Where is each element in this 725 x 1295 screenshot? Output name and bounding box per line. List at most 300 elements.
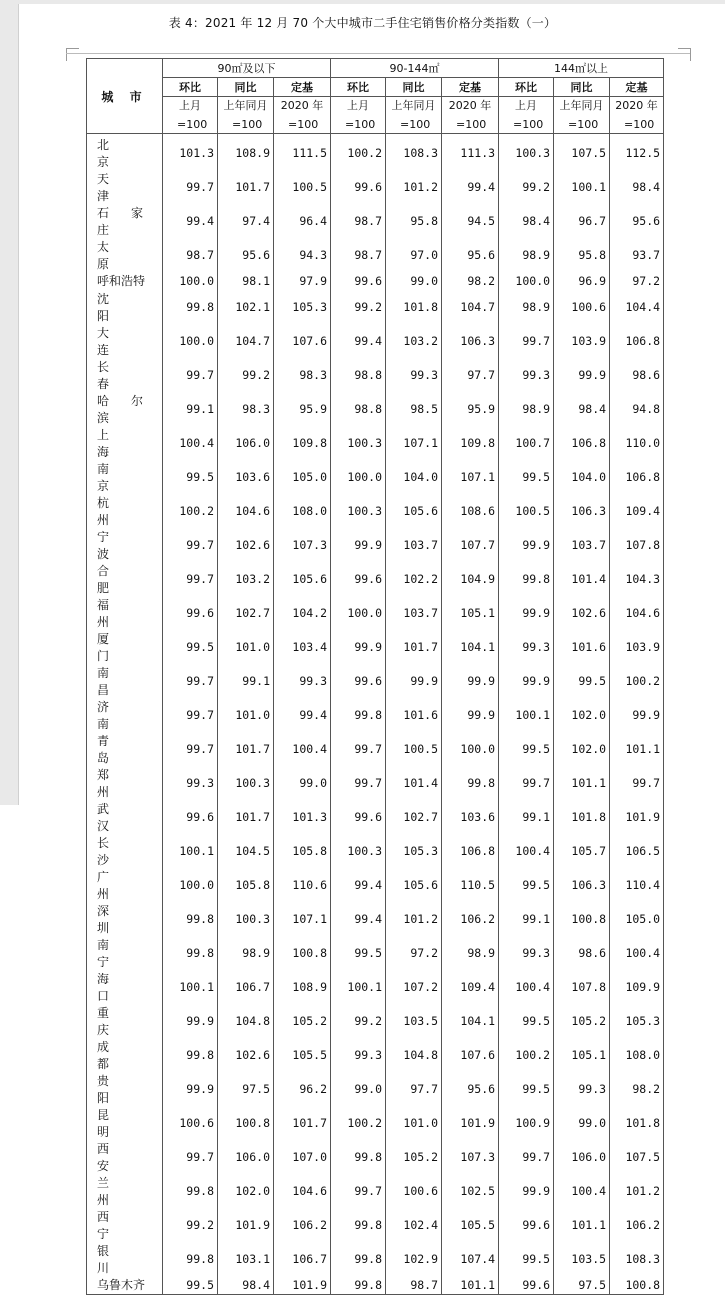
index-value-cell: 104.9 xyxy=(442,562,499,596)
index-value-cell: 100.2 xyxy=(331,1106,386,1140)
index-value-cell: 97.7 xyxy=(442,358,499,392)
index-value-cell: 109.9 xyxy=(610,970,664,1004)
city-cell xyxy=(87,1140,163,1174)
index-value-cell: 102.0 xyxy=(554,698,610,732)
index-value-cell: 107.1 xyxy=(442,460,499,494)
index-value-cell: 99.3 xyxy=(331,1038,386,1072)
index-value-cell: 99.7 xyxy=(163,170,218,204)
table-row xyxy=(87,1004,664,1038)
table-row xyxy=(87,324,664,358)
index-value-cell: 107.0 xyxy=(274,1140,331,1174)
table-row xyxy=(87,1038,664,1072)
index-value-cell: 104.6 xyxy=(274,1174,331,1208)
base-2020: 2020 年 xyxy=(610,97,664,116)
index-value-cell: 106.0 xyxy=(218,426,274,460)
index-value-cell: 106.2 xyxy=(274,1208,331,1242)
index-value-cell: 99.6 xyxy=(499,1208,554,1242)
table-row xyxy=(87,766,664,800)
city-name: 南昌 xyxy=(97,665,136,697)
city-cell xyxy=(87,698,163,732)
index-value-cell: 95.6 xyxy=(218,238,274,272)
index-value-cell: 105.8 xyxy=(274,834,331,868)
city-name: 贵阳 xyxy=(97,1073,136,1105)
index-value-cell: 106.8 xyxy=(610,460,664,494)
index-value-cell: 99.7 xyxy=(163,698,218,732)
group-header-medium: 90-144㎡ xyxy=(331,59,499,78)
index-value-cell: 99.9 xyxy=(554,358,610,392)
index-value-cell: 99.5 xyxy=(499,868,554,902)
index-value-cell: 101.7 xyxy=(218,800,274,834)
index-value-cell: 106.3 xyxy=(442,324,499,358)
subhead-yoy: 同比 xyxy=(218,78,274,97)
index-value-cell: 100.8 xyxy=(218,1106,274,1140)
index-value-cell: 100.6 xyxy=(163,1106,218,1140)
index-value-cell: 108.0 xyxy=(274,494,331,528)
index-value-cell: 100.0 xyxy=(499,272,554,290)
index-value-cell: 107.3 xyxy=(274,528,331,562)
index-value-cell: 97.2 xyxy=(610,272,664,290)
index-value-cell: 104.0 xyxy=(554,460,610,494)
index-value-cell: 100.2 xyxy=(331,134,386,171)
index-value-cell: 98.2 xyxy=(610,1072,664,1106)
city-cell xyxy=(87,494,163,528)
city-cell xyxy=(87,1072,163,1106)
index-value-cell: 105.5 xyxy=(442,1208,499,1242)
index-value-cell: 107.5 xyxy=(554,134,610,171)
index-value-cell: 110.6 xyxy=(274,868,331,902)
index-value-cell: 99.6 xyxy=(331,170,386,204)
index-value-cell: 98.4 xyxy=(554,392,610,426)
index-value-cell: 101.3 xyxy=(163,134,218,171)
index-value-cell: 105.2 xyxy=(554,1004,610,1038)
index-value-cell: 99.5 xyxy=(331,936,386,970)
index-value-cell: 99.3 xyxy=(386,358,442,392)
city-name: 南宁 xyxy=(97,937,136,969)
index-value-cell: 99.6 xyxy=(163,596,218,630)
base-2020: 2020 年 xyxy=(442,97,499,116)
index-value-cell: 100.4 xyxy=(499,970,554,1004)
index-value-cell: 100.0 xyxy=(163,868,218,902)
index-value-cell: 100.4 xyxy=(554,1174,610,1208)
index-value-cell: 104.8 xyxy=(386,1038,442,1072)
index-value-cell: 99.5 xyxy=(499,460,554,494)
index-value-cell: 99.6 xyxy=(499,1276,554,1294)
index-value-cell: 104.6 xyxy=(218,494,274,528)
base-unit: =100 xyxy=(442,115,499,134)
city-name: 青岛 xyxy=(97,733,136,765)
index-value-cell: 104.0 xyxy=(386,460,442,494)
index-value-cell: 99.8 xyxy=(331,1208,386,1242)
index-value-cell: 100.3 xyxy=(331,834,386,868)
city-name: 银川 xyxy=(97,1243,136,1275)
city-name: 石家庄 xyxy=(97,206,151,237)
index-value-cell: 100.1 xyxy=(163,834,218,868)
index-value-cell: 102.7 xyxy=(218,596,274,630)
index-value-cell: 101.7 xyxy=(218,170,274,204)
table-row xyxy=(87,664,664,698)
table-row xyxy=(87,392,664,426)
city-name: 广州 xyxy=(97,869,136,901)
index-value-cell: 99.4 xyxy=(163,204,218,238)
index-value-cell: 99.5 xyxy=(499,1072,554,1106)
table-row xyxy=(87,238,664,272)
index-value-cell: 95.9 xyxy=(442,392,499,426)
index-value-cell: 100.1 xyxy=(554,170,610,204)
index-value-cell: 100.3 xyxy=(331,494,386,528)
index-value-cell: 99.8 xyxy=(163,290,218,324)
index-value-cell: 100.2 xyxy=(499,1038,554,1072)
subhead-fixed: 定基 xyxy=(274,78,331,97)
index-value-cell: 100.4 xyxy=(610,936,664,970)
index-value-cell: 99.0 xyxy=(274,766,331,800)
city-cell xyxy=(87,1276,163,1294)
city-name: 长春 xyxy=(97,359,136,391)
index-value-cell: 94.8 xyxy=(610,392,664,426)
table-row xyxy=(87,698,664,732)
header-rule xyxy=(66,53,690,54)
index-value-cell: 98.4 xyxy=(499,204,554,238)
index-value-cell: 104.5 xyxy=(218,834,274,868)
index-value-cell: 107.1 xyxy=(386,426,442,460)
city-cell xyxy=(87,324,163,358)
index-value-cell: 104.3 xyxy=(610,562,664,596)
base-unit: =100 xyxy=(331,115,386,134)
index-value-cell: 108.0 xyxy=(610,1038,664,1072)
index-value-cell: 99.7 xyxy=(499,766,554,800)
index-value-cell: 105.3 xyxy=(274,290,331,324)
index-value-cell: 104.6 xyxy=(610,596,664,630)
index-value-cell: 100.0 xyxy=(442,732,499,766)
index-value-cell: 102.6 xyxy=(218,1038,274,1072)
table-row xyxy=(87,290,664,324)
index-value-cell: 101.1 xyxy=(554,1208,610,1242)
index-value-cell: 98.7 xyxy=(331,238,386,272)
index-value-cell: 100.8 xyxy=(274,936,331,970)
city-cell xyxy=(87,528,163,562)
index-value-cell: 104.4 xyxy=(610,290,664,324)
index-value-cell: 97.0 xyxy=(386,238,442,272)
index-value-cell: 96.7 xyxy=(554,204,610,238)
city-cell xyxy=(87,1038,163,1072)
city-cell xyxy=(87,970,163,1004)
index-value-cell: 107.8 xyxy=(554,970,610,1004)
index-value-cell: 109.4 xyxy=(610,494,664,528)
index-value-cell: 105.6 xyxy=(274,562,331,596)
index-value-cell: 100.5 xyxy=(499,494,554,528)
index-value-cell: 98.9 xyxy=(499,392,554,426)
table-row xyxy=(87,868,664,902)
table-row xyxy=(87,460,664,494)
index-value-cell: 102.6 xyxy=(218,528,274,562)
table-row xyxy=(87,970,664,1004)
index-value-cell: 103.9 xyxy=(554,324,610,358)
index-value-cell: 99.8 xyxy=(163,936,218,970)
city-name: 西安 xyxy=(97,1141,136,1173)
base-prev-year: 上年同月 xyxy=(554,97,610,116)
index-value-cell: 106.8 xyxy=(554,426,610,460)
index-value-cell: 99.6 xyxy=(163,800,218,834)
base-prev-year: 上年同月 xyxy=(386,97,442,116)
city-name: 大连 xyxy=(97,325,136,357)
index-value-cell: 106.8 xyxy=(442,834,499,868)
index-value-cell: 97.4 xyxy=(218,204,274,238)
index-value-cell: 99.8 xyxy=(331,698,386,732)
index-value-cell: 103.5 xyxy=(554,1242,610,1276)
index-value-cell: 106.0 xyxy=(218,1140,274,1174)
index-value-cell: 100.5 xyxy=(386,732,442,766)
index-value-cell: 105.7 xyxy=(554,834,610,868)
index-value-cell: 99.9 xyxy=(331,528,386,562)
index-value-cell: 99.2 xyxy=(331,290,386,324)
table-row xyxy=(87,1276,664,1294)
city-cell xyxy=(87,460,163,494)
index-value-cell: 99.9 xyxy=(499,528,554,562)
index-value-cell: 99.4 xyxy=(331,902,386,936)
page-margin-left xyxy=(0,0,19,805)
index-value-cell: 99.3 xyxy=(499,358,554,392)
index-value-cell: 98.3 xyxy=(218,392,274,426)
table-row xyxy=(87,528,664,562)
city-name: 武汉 xyxy=(97,801,136,833)
index-value-cell: 105.5 xyxy=(274,1038,331,1072)
index-value-cell: 97.7 xyxy=(386,1072,442,1106)
index-value-cell: 95.8 xyxy=(554,238,610,272)
index-value-cell: 98.1 xyxy=(218,272,274,290)
index-value-cell: 101.0 xyxy=(386,1106,442,1140)
base-unit: =100 xyxy=(163,115,218,134)
index-value-cell: 101.4 xyxy=(554,562,610,596)
index-value-cell: 101.9 xyxy=(442,1106,499,1140)
index-value-cell: 99.4 xyxy=(331,324,386,358)
price-index-table xyxy=(86,58,664,1295)
index-value-cell: 99.7 xyxy=(499,1140,554,1174)
index-value-cell: 100.5 xyxy=(274,170,331,204)
table-row xyxy=(87,834,664,868)
base-unit: =100 xyxy=(218,115,274,134)
page-margin-top xyxy=(18,0,725,4)
index-value-cell: 99.4 xyxy=(331,868,386,902)
index-value-cell: 104.1 xyxy=(442,1004,499,1038)
index-value-cell: 107.8 xyxy=(610,528,664,562)
city-name: 杭州 xyxy=(97,495,136,527)
index-value-cell: 100.6 xyxy=(554,290,610,324)
crop-mark-right xyxy=(678,48,691,61)
index-value-cell: 99.7 xyxy=(331,766,386,800)
index-value-cell: 100.7 xyxy=(499,426,554,460)
table-row xyxy=(87,562,664,596)
index-value-cell: 107.5 xyxy=(610,1140,664,1174)
index-value-cell: 99.9 xyxy=(442,664,499,698)
city-name: 郑州 xyxy=(97,767,136,799)
index-value-cell: 99.7 xyxy=(331,1174,386,1208)
city-name: 昆明 xyxy=(97,1107,136,1139)
index-value-cell: 106.5 xyxy=(610,834,664,868)
index-value-cell: 97.5 xyxy=(218,1072,274,1106)
index-value-cell: 99.6 xyxy=(331,800,386,834)
table-row xyxy=(87,1106,664,1140)
index-value-cell: 99.3 xyxy=(499,936,554,970)
index-value-cell: 99.8 xyxy=(163,1038,218,1072)
city-cell xyxy=(87,664,163,698)
index-value-cell: 98.9 xyxy=(442,936,499,970)
city-name: 厦门 xyxy=(97,631,136,663)
index-value-cell: 106.7 xyxy=(274,1242,331,1276)
subhead-yoy: 同比 xyxy=(554,78,610,97)
index-value-cell: 100.0 xyxy=(331,460,386,494)
base-unit: =100 xyxy=(499,115,554,134)
base-prev-month: 上月 xyxy=(499,97,554,116)
index-value-cell: 98.4 xyxy=(218,1276,274,1294)
index-value-cell: 100.3 xyxy=(218,902,274,936)
index-value-cell: 98.9 xyxy=(499,238,554,272)
group-header-small: 90㎡及以下 xyxy=(163,59,331,78)
index-value-cell: 99.7 xyxy=(163,664,218,698)
index-value-cell: 98.9 xyxy=(218,936,274,970)
index-value-cell: 107.3 xyxy=(442,1140,499,1174)
index-value-cell: 100.0 xyxy=(163,324,218,358)
index-value-cell: 99.7 xyxy=(163,562,218,596)
table-row xyxy=(87,596,664,630)
city-cell xyxy=(87,238,163,272)
city-name: 兰州 xyxy=(97,1175,136,1207)
index-value-cell: 99.0 xyxy=(554,1106,610,1140)
index-value-cell: 101.6 xyxy=(386,698,442,732)
index-value-cell: 106.3 xyxy=(554,494,610,528)
index-value-cell: 99.8 xyxy=(163,1174,218,1208)
base-prev-month: 上月 xyxy=(331,97,386,116)
city-cell xyxy=(87,204,163,238)
index-value-cell: 99.0 xyxy=(386,272,442,290)
city-cell xyxy=(87,732,163,766)
index-value-cell: 101.9 xyxy=(610,800,664,834)
index-value-cell: 100.0 xyxy=(163,272,218,290)
index-value-cell: 104.8 xyxy=(218,1004,274,1038)
index-value-cell: 102.7 xyxy=(386,800,442,834)
index-value-cell: 101.8 xyxy=(554,800,610,834)
index-value-cell: 99.7 xyxy=(610,766,664,800)
city-cell xyxy=(87,1242,163,1276)
index-value-cell: 100.1 xyxy=(163,970,218,1004)
index-value-cell: 99.7 xyxy=(163,1140,218,1174)
index-value-cell: 101.1 xyxy=(442,1276,499,1294)
index-value-cell: 102.4 xyxy=(386,1208,442,1242)
subhead-fixed: 定基 xyxy=(610,78,664,97)
index-value-cell: 100.0 xyxy=(331,596,386,630)
index-value-cell: 99.8 xyxy=(163,1242,218,1276)
city-name: 呼和浩特 xyxy=(97,274,146,289)
index-value-cell: 99.1 xyxy=(499,800,554,834)
index-value-cell: 96.9 xyxy=(554,272,610,290)
city-name: 沈阳 xyxy=(97,291,136,323)
index-value-cell: 99.1 xyxy=(218,664,274,698)
index-value-cell: 98.6 xyxy=(610,358,664,392)
index-value-cell: 105.0 xyxy=(610,902,664,936)
city-cell xyxy=(87,936,163,970)
city-name: 济南 xyxy=(97,699,136,731)
index-value-cell: 100.8 xyxy=(554,902,610,936)
index-value-cell: 100.1 xyxy=(331,970,386,1004)
index-value-cell: 98.2 xyxy=(442,272,499,290)
table-row xyxy=(87,732,664,766)
table-row xyxy=(87,170,664,204)
index-value-cell: 101.0 xyxy=(218,698,274,732)
index-value-cell: 99.3 xyxy=(274,664,331,698)
index-value-cell: 107.4 xyxy=(442,1242,499,1276)
index-value-cell: 109.8 xyxy=(274,426,331,460)
base-prev-year: 上年同月 xyxy=(218,97,274,116)
index-value-cell: 98.7 xyxy=(163,238,218,272)
index-value-cell: 99.8 xyxy=(331,1140,386,1174)
city-cell xyxy=(87,358,163,392)
index-value-cell: 99.5 xyxy=(499,1242,554,1276)
table-row xyxy=(87,134,664,171)
index-value-cell: 105.2 xyxy=(386,1140,442,1174)
index-value-cell: 99.9 xyxy=(610,698,664,732)
index-value-cell: 105.1 xyxy=(554,1038,610,1072)
index-value-cell: 103.2 xyxy=(386,324,442,358)
index-value-cell: 95.9 xyxy=(274,392,331,426)
index-value-cell: 110.0 xyxy=(610,426,664,460)
index-value-cell: 110.4 xyxy=(610,868,664,902)
index-value-cell: 108.6 xyxy=(442,494,499,528)
index-value-cell: 102.2 xyxy=(386,562,442,596)
index-value-cell: 99.0 xyxy=(331,1072,386,1106)
index-value-cell: 105.6 xyxy=(386,494,442,528)
index-value-cell: 107.1 xyxy=(274,902,331,936)
base-unit: =100 xyxy=(554,115,610,134)
index-value-cell: 99.7 xyxy=(163,358,218,392)
index-value-cell: 101.4 xyxy=(386,766,442,800)
index-value-cell: 101.8 xyxy=(386,290,442,324)
city-name: 深圳 xyxy=(97,903,136,935)
index-value-cell: 106.2 xyxy=(610,1208,664,1242)
index-value-cell: 97.5 xyxy=(554,1276,610,1294)
index-value-cell: 94.5 xyxy=(442,204,499,238)
index-value-cell: 100.1 xyxy=(499,698,554,732)
index-value-cell: 104.1 xyxy=(442,630,499,664)
index-value-cell: 106.7 xyxy=(218,970,274,1004)
city-name: 天津 xyxy=(97,172,136,203)
index-value-cell: 104.7 xyxy=(442,290,499,324)
city-cell xyxy=(87,868,163,902)
city-cell xyxy=(87,1208,163,1242)
index-value-cell: 99.1 xyxy=(499,902,554,936)
index-value-cell: 94.3 xyxy=(274,238,331,272)
index-value-cell: 99.9 xyxy=(499,664,554,698)
index-value-cell: 99.8 xyxy=(442,766,499,800)
index-value-cell: 103.9 xyxy=(610,630,664,664)
index-value-cell: 99.6 xyxy=(331,562,386,596)
index-value-cell: 98.9 xyxy=(499,290,554,324)
index-value-cell: 108.9 xyxy=(274,970,331,1004)
city-name: 成都 xyxy=(97,1039,136,1071)
index-value-cell: 97.2 xyxy=(386,936,442,970)
index-value-cell: 101.0 xyxy=(218,630,274,664)
index-value-cell: 98.6 xyxy=(554,936,610,970)
index-value-cell: 99.5 xyxy=(499,1004,554,1038)
index-value-cell: 111.5 xyxy=(274,134,331,171)
index-value-cell: 104.7 xyxy=(218,324,274,358)
index-value-cell: 99.7 xyxy=(163,528,218,562)
index-value-cell: 99.5 xyxy=(554,664,610,698)
index-value-cell: 99.9 xyxy=(331,630,386,664)
index-value-cell: 109.4 xyxy=(442,970,499,1004)
index-value-cell: 102.9 xyxy=(386,1242,442,1276)
city-column-header: 城 市 xyxy=(87,59,163,134)
index-value-cell: 107.6 xyxy=(274,324,331,358)
index-value-cell: 107.7 xyxy=(442,528,499,562)
index-value-cell: 101.3 xyxy=(274,800,331,834)
